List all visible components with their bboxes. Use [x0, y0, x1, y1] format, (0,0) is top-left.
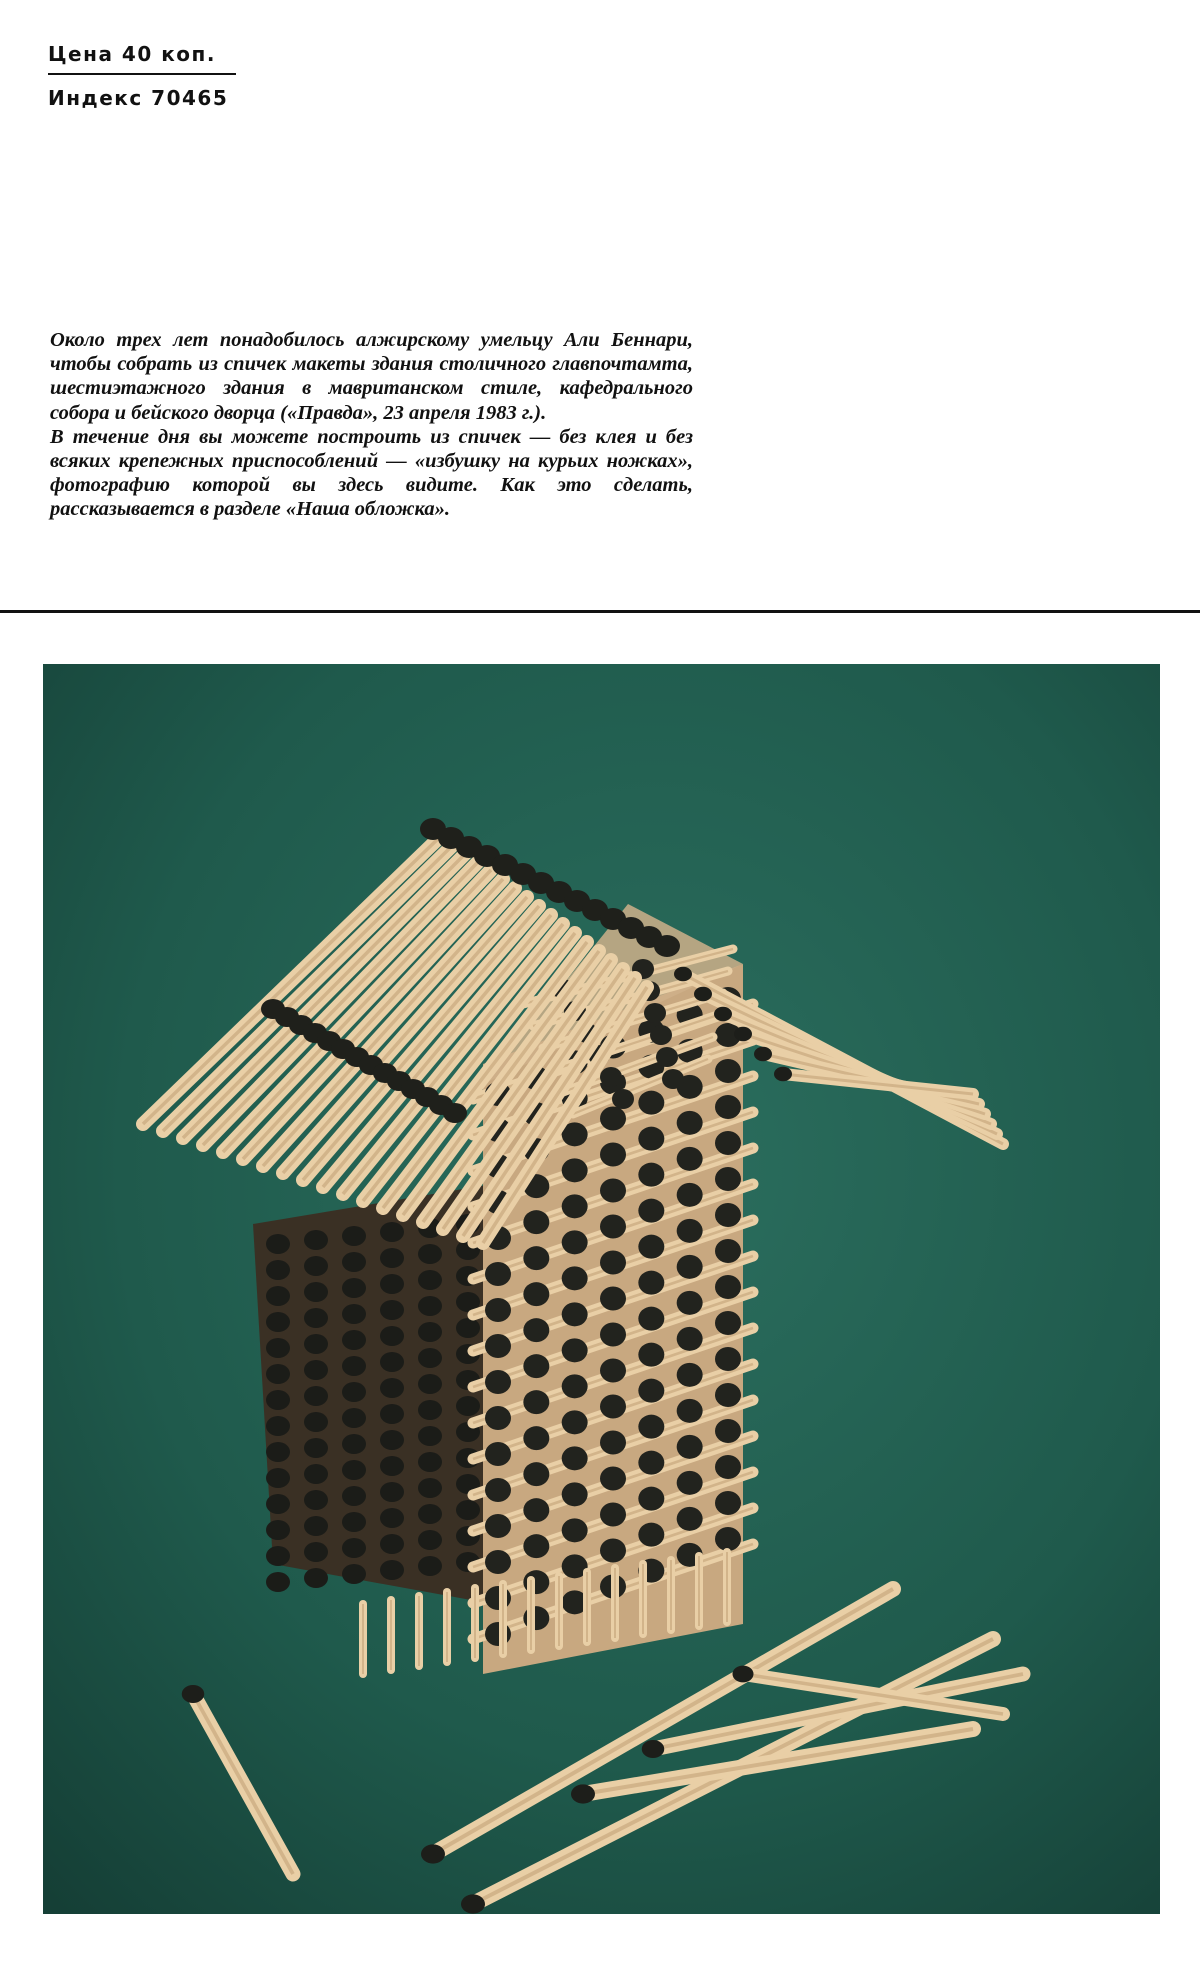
index-label: Индекс 70465 — [48, 86, 229, 110]
page-divider — [0, 610, 1200, 613]
caption-paragraph-2: В течение дня вы можете построить из спичек — без клея и без всяких крепежных приспособлений — «избушку на курьих ножках», фотографию которой вы здесь видите. Как это сделать, рассказывается в разделе «Наша обложка». — [50, 425, 693, 521]
matchstick-house-photo — [43, 664, 1160, 1914]
caption-paragraph-1: Около трех лет понадобилось алжирскому умельцу Али Беннари, чтобы собрать из спичек макеты здания столичного главпочтамта, шестиэтажного здания в мавританском стиле, кафедрального собора и бейского дворца («Правда», 23 апреля 1983 г.). — [50, 329, 693, 424]
price-label: Цена 40 коп. — [48, 42, 216, 66]
caption — [50, 328, 693, 522]
house-left-wall — [253, 1184, 493, 1604]
price-divider — [48, 73, 236, 75]
